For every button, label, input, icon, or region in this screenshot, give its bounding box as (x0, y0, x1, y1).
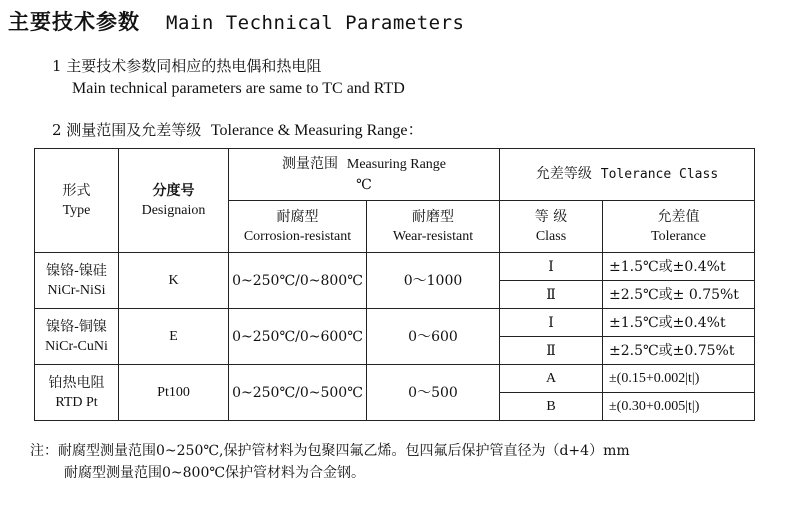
class-cell: A (500, 365, 603, 393)
type-en: NiCr-CuNi (45, 338, 108, 354)
corrosion-range-cell: 0~250℃/0~800℃ (229, 253, 367, 309)
tolerance-cell: ±1.5℃或±0.4%t (603, 253, 755, 281)
type-cell (35, 365, 119, 421)
table-row (35, 365, 755, 393)
class-cell: Ⅰ (500, 309, 603, 337)
item-2-en: Tolerance & Measuring Range： (210, 122, 424, 139)
table-row (35, 309, 755, 337)
header-class-en: Class (535, 228, 567, 244)
type-cell (35, 253, 119, 309)
type-cell (35, 309, 119, 365)
class-cell: B (500, 393, 603, 421)
item-1-en: Main technical parameters are same to TC and RTD (72, 80, 405, 97)
header-range-unit: ℃ (356, 177, 372, 193)
type-cn: 铂热电阻 (48, 374, 105, 391)
footnote (30, 440, 630, 484)
header-tolerance (500, 149, 755, 201)
header-wear (367, 201, 500, 253)
wear-range-cell: 0～1000 (367, 253, 500, 309)
header-type (35, 149, 119, 253)
table-row (35, 253, 755, 281)
designation-cell: Pt100 (119, 365, 229, 421)
designation-cell: K (119, 253, 229, 309)
tolerance-cell: ±(0.15+0.002|t|) (603, 365, 755, 393)
header-type-en: Type (62, 202, 91, 218)
page-title-cn: 主要技术参数 (8, 10, 140, 34)
footnote-line-2: 耐腐型测量范围0~800℃保护管材料为合金钢。 (64, 465, 366, 481)
page-title (8, 6, 464, 36)
header-range-label (229, 154, 499, 175)
header-range (229, 149, 500, 201)
header-corrosion-cn: 耐腐型 (276, 208, 319, 225)
item-2-cn: 2 测量范围及允差等级 (52, 121, 202, 139)
type-en: NiCr-NiSi (47, 282, 106, 298)
header-value (603, 201, 755, 253)
header-designation-en: Designaion (141, 202, 206, 218)
header-corrosion-en: Corrosion-resistant (243, 228, 352, 244)
corrosion-range-cell: 0~250℃/0~500℃ (229, 365, 367, 421)
tolerance-cell: ±(0.30+0.005|t|) (603, 393, 755, 421)
tolerance-cell: ±2.5℃或±0.75%t (603, 337, 755, 365)
class-cell: Ⅰ (500, 253, 603, 281)
header-value-cn: 允差值 (657, 208, 700, 225)
tolerance-table (34, 148, 755, 421)
type-cn: 镍铬-铜镍 (46, 318, 107, 335)
type-en: RTD Pt (55, 394, 98, 410)
corrosion-range-cell: 0~250℃/0~600℃ (229, 309, 367, 365)
tolerance-cell: ±1.5℃或±0.4%t (603, 309, 755, 337)
page-title-en: Main Technical Parameters (166, 12, 465, 34)
item-1-cn: 1 主要技术参数同相应的热电偶和热电阻 (52, 57, 322, 75)
header-designation-cn: 分度号 (152, 182, 195, 199)
header-wear-cn: 耐磨型 (412, 208, 454, 225)
designation-cell: E (119, 309, 229, 365)
type-cn: 镍铬-镍硅 (46, 262, 107, 279)
header-tolerance-en: Tolerance Class (600, 167, 719, 182)
header-class (500, 201, 603, 253)
header-designation (119, 149, 229, 253)
header-type-cn: 形式 (62, 182, 91, 199)
wear-range-cell: 0～600 (367, 309, 500, 365)
class-cell: Ⅱ (500, 281, 603, 309)
item-2 (52, 117, 423, 140)
table-header-row (35, 149, 755, 201)
footnote-line-1: 注：耐腐型测量范围0~250℃,保护管材料为包聚四氟乙烯。包四氟后保护管直径为（d+4）mm (30, 443, 630, 459)
header-wear-en: Wear-resistant (392, 228, 474, 244)
tolerance-cell: ±2.5℃或± 0.75%t (603, 281, 755, 309)
header-corrosion (229, 201, 367, 253)
header-class-cn: 等 级 (534, 208, 568, 225)
header-range-cn: 测量范围 (281, 156, 338, 172)
header-range-en: Measuring Range (346, 157, 447, 172)
header-value-en: Tolerance (651, 228, 706, 244)
header-tolerance-cn: 允差等级 (535, 166, 592, 182)
wear-range-cell: 0～500 (367, 365, 500, 421)
class-cell: Ⅱ (500, 337, 603, 365)
